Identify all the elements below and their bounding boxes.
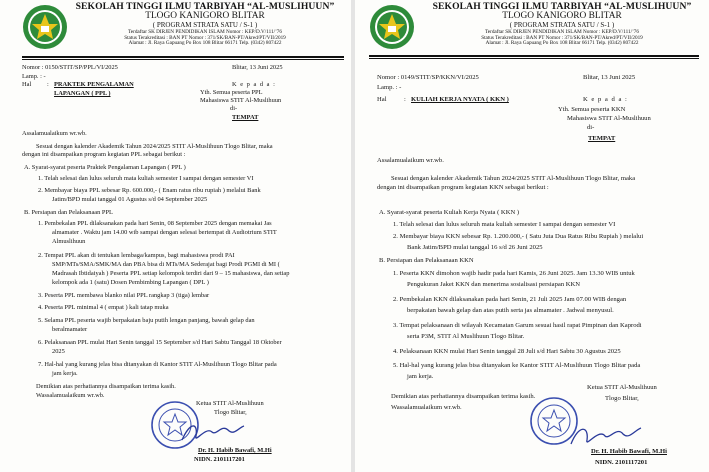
section-b-item2-cont3: kelompok ada 1 (satu) Dosen Pembimbing Lapangan ( DPL ) [52, 279, 209, 286]
letter-number: Nomor : 0149/STIT/SP/KKN/VI/2025 [377, 74, 479, 81]
section-a-item2-cont: Bank Jatim/BPD mulai tanggal 16 s/d 26 Juni 2025 [407, 244, 543, 251]
section-b-item4: 4. Peserta PPL minimal 4 ( empat ) kali tatap muka [38, 304, 169, 311]
section-b-item3: 3. Peserta PPL membawa blanko nilai PPL rangkap 3 (tiga) lembar [38, 292, 210, 299]
letterhead [62, 2, 348, 47]
header-rule-thin [22, 59, 344, 60]
recipient-yth: Yth. Semua peserta KKN [558, 106, 626, 113]
section-b-item5: 5. Hal-hal yang kurang jelas bisa ditanyakan ke Kantor STIT Al-Muslihuun Tlogo Blitar pada [393, 362, 641, 369]
letter-subject-line2: LAPANGAN ( PPL ) [54, 90, 111, 97]
section-b-item5: 5. Selama PPL peserta wajib berpakaian baju putih lengan panjang, bawah gelap dan [38, 317, 255, 324]
section-b-title: B. Persiapan dan Pelaksanaan KKN [379, 257, 474, 264]
recipient-kepada: K e p a d a : [232, 81, 276, 88]
section-b-item1: 1. Pembekalan PPL dilaksanakan pada hari Senin, 08 September 2025 dengan memakai Jas [38, 220, 272, 227]
section-a-item1: 1. Telah selesai dan lulus seluruh mata kuliah semester I sampai dengan semester VI [38, 175, 254, 182]
header-rule-thin [369, 58, 699, 59]
institution-logo-icon [369, 4, 415, 50]
signature-city: Tlogo Blitar, [605, 395, 639, 402]
letter-subject-label: Hal [22, 81, 32, 88]
section-b-item2-cont2: Madrasah Ibtidaiyah ) Peserta PPL setiap kelompok terdiri dari 9 – 15 mahasiswa, dan setiap [52, 270, 290, 277]
institution-registration: Terdaftar SK DIRJEN PENDIDIKAN ISLAM Nomor : KEP/D.V/111/’76 [485, 29, 639, 36]
closing: Demikian atas perhatiannya disampaikan terima kasih. [36, 383, 176, 390]
greeting: Assalamualaikum wr.wb. [22, 130, 87, 137]
recipient-di: di- [587, 124, 595, 131]
letter-kkn [355, 0, 709, 472]
letter-subject-line1: PRAKTEK PENGALAMAN [54, 81, 134, 88]
section-a-item1: 1. Telah selesai dan lulus seluruh mata kuliah semester I sampai dengan semester VI [393, 221, 616, 228]
institution-program: ( PROGRAM STRATA SATU / S-1 ) [509, 20, 615, 29]
signature-city: Tlogo Blitar, [214, 409, 247, 416]
intro-line2: dengan ini disampaikan program kegiatan KKN sebagai berikut : [377, 184, 549, 191]
recipient-di: di- [230, 105, 238, 112]
header-rule-thick [369, 55, 699, 57]
greeting: Assalamualaikum wr.wb. [377, 157, 444, 164]
recipient-kepada: K e p a d a : [583, 96, 628, 103]
section-b-item2: 2. Pembekalan KKN dilaksanakan pada hari Senin, 21 Juli 2025 Jam 07.00 WIB dengan [393, 296, 627, 303]
signature-ketua: Ketua STIT Al-Muslihuun [196, 400, 264, 407]
wassalam: Wassalamualaikum wr.wb. [391, 404, 462, 411]
section-b-item1-cont: almamater . Waktu jam 14.00 wib sampai dengan selesai bertempat di Audiotrium STIT [52, 229, 277, 236]
institution-accreditation: Status Terakreditasi : BAN PT Nomor : 371/SK/BAN-PT/Akred/PT/VII/2019 [124, 34, 286, 41]
section-b-item2-cont: SMP/MTs/SMA/SMK/MA dan PBA bisa di MTs/MA Sederajat bagi Prodi PGMI di MI ( [52, 261, 280, 268]
wassalam: Wassalamualaikum wr.wb. [36, 392, 105, 399]
signature-name: Dr. H. Habib Bawafi, M.Hi [591, 448, 667, 455]
signature-nidn: NIDN. 2101117201 [194, 456, 245, 463]
intro-line2: dengan ini disampaikan program kegiatan PPL sebagai berikut : [22, 151, 186, 158]
letter-number: Nomor : 0150/STIT/SP/PPL/VI/2025 [22, 64, 118, 71]
intro-line1: Sesuai dengan kalender Akademik Tahun 2024/2025 STIT Al-Muslihuun Tlogo Blitar, maka [36, 143, 273, 150]
letter-ppl [0, 0, 351, 472]
institution-registration: Terdaftar SK DIRJEN PENDIDIKAN ISLAM Nomor : KEP/D.V/111/’76 [128, 29, 282, 36]
section-b-item5-cont: beralmamater [52, 326, 88, 333]
section-b-item2: 2. Tempat PPL akan di tentukan lembaga/kampus, bagi mahasiswa prodi PAI [38, 252, 235, 259]
institution-accreditation: Status Terakreditasi : BAN PT Nomor : 371/SK/BAN-PT/Akred/PT/VII/2019 [481, 34, 643, 41]
section-a-item2: 2. Membayar biaya KKN sebesar Rp. 1.200.000,- ( Satu Juta Dua Ratus Ribu Rupiah ) melalui [393, 233, 644, 240]
intro-line1: Sesuai dengan kalender Akademik Tahun 2024/2025 STIT Al-Muslihuun Tlogo Blitar, maka [391, 175, 636, 182]
section-b-item1-cont: Pengukuran Jaket KKN dan menerima sosialisasi persiapan KKN [407, 281, 581, 288]
recipient-tempat: TEMPAT [588, 135, 616, 142]
section-b-item7: 7. Hal-hal yang kurang jelas bisa ditanyakan di Kantor STIT Al-Muslihuun Tlogo Blitar pada [38, 361, 277, 368]
institution-place: TLOGO KANIGORO BLITAR [145, 11, 265, 22]
institution-name: SEKOLAH TINGGI ILMU TARBIYAH “AL-MUSLIHUUN” [75, 1, 335, 12]
recipient-mahasiswa: Mahasiswa STIT Al-Muslihuun [567, 115, 651, 122]
signature-nidn: NIDN. 2101117201 [595, 459, 648, 466]
recipient-yth: Yth. Semua peserta PPL [200, 89, 263, 96]
letter-date: Blitar, 13 Juni 2025 [583, 74, 636, 81]
signature-name: Dr. H. Habib Bawafi, M.Hi [198, 447, 272, 454]
letterhead [415, 2, 709, 47]
section-b-item6-cont: 2025 [52, 348, 65, 355]
section-b-item6: 6. Pelaksanaan PPL mulai Hari Senin tanggal 15 September s/d Hari Sabtu Tanggal 18 Oktober [38, 339, 282, 346]
institution-address: Alamat : Jl. Raya Gapuang Po Box 108 Blitar 66171 Telp. (0342) 807422 [485, 40, 639, 47]
letter-subject-line1: KULIAH KERJA NYATA ( KKN ) [411, 96, 509, 103]
signature-ketua: Ketua STIT Al-Muslihuun [587, 384, 657, 391]
section-b-item4: 4. Pelaksanaan KKN mulai Hari Senin tanggal 28 Juli s/d Hari Sabtu 30 Agustus 2025 [393, 348, 621, 355]
section-b-item2-cont: berpakaian bawah gelap dan atas putih serta jas almamater . Jadwal menyusul. [407, 307, 614, 314]
closing: Demikian atas perhatiannya disampaikan terima kasih. [391, 393, 536, 400]
section-a-item2: 2. Membayar biaya PPL sebesar Rp. 600.000,- ( Enam ratus ribu rupiah ) melalui Bank [38, 187, 261, 194]
section-b-item5-cont: jam kerja. [407, 373, 434, 380]
section-a-item2-cont: Jatim/BPD mulai tanggal 01 Agustus s/d 04 September 2025 [52, 196, 208, 203]
section-b-item3-cont: serta P3M, STIT Al Muslihuun Tlogo Blitar. [407, 333, 525, 340]
section-a-title: A. Syarat-syarat peserta Praktek Pengalaman Lapangan ( PPL ) [24, 164, 186, 171]
signature-icon [178, 418, 248, 448]
letter-subject-label: Hal [377, 96, 387, 103]
section-b-item1-cont2: Almuslihuun [52, 238, 86, 245]
section-b-title: B. Persiapan dan Pelaksanaan PPL [24, 209, 113, 216]
section-b-item1: 1. Peserta KKN dimohon wajib hadir pada hari Kamis, 26 Juni 2025. Jam 13.30 WIB untuk [393, 270, 635, 277]
recipient-tempat: TEMPAT [232, 114, 259, 121]
letter-attachment: Lamp. : - [377, 84, 402, 91]
letter-attachment: Lamp. : - [22, 73, 46, 80]
section-b-item7-cont: jam kerja. [52, 370, 78, 377]
header-rule-thick [22, 56, 344, 58]
letter-subject-colon: : [47, 81, 49, 88]
letter-subject-colon: : [404, 96, 406, 103]
section-a-title: A. Syarat-syarat peserta Kuliah Kerja Nyata ( KKN ) [379, 209, 520, 216]
recipient-mahasiswa: Mahasiswa STIT Al-Muslihuun [200, 97, 282, 104]
section-b-item3: 3. Tempat pelaksanaan di wilayah Kecamatan Garum sesuai hasil rapat Pimpinan dan Kaprodi [393, 322, 642, 329]
institution-name: SEKOLAH TINGGI ILMU TARBIYAH “AL-MUSLIHUUN” [432, 1, 692, 12]
institution-program: ( PROGRAM STRATA SATU / S-1 ) [152, 20, 258, 29]
institution-place: TLOGO KANIGORO BLITAR [502, 11, 622, 22]
letter-date: Blitar, 13 Juni 2025 [232, 64, 283, 71]
institution-address: Alamat : Jl. Raya Gapuang Po Box 108 Blitar 66171 Telp. (0342) 807422 [128, 40, 282, 47]
